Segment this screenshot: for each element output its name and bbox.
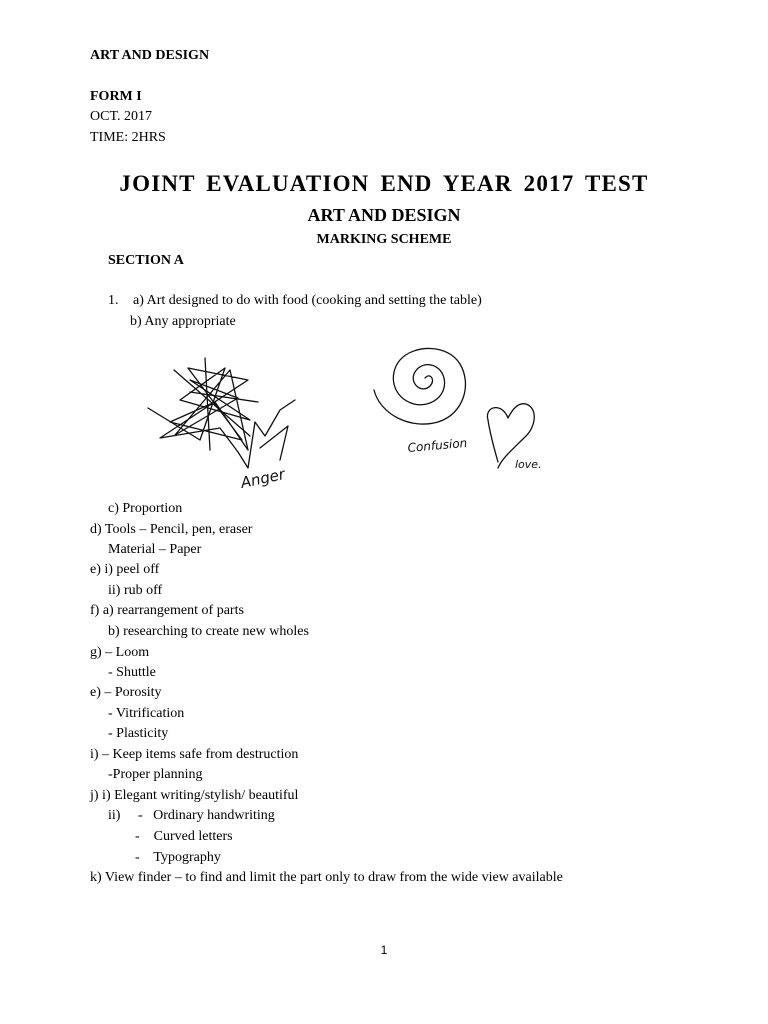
answer-plasticity: - Plasticity xyxy=(108,726,169,741)
question-number: 1. xyxy=(108,293,119,308)
subject-title: ART AND DESIGN xyxy=(307,205,461,225)
answer-j-i: j) i) Elegant writing/stylish/ beautiful xyxy=(90,788,299,803)
subject-header: ART AND DESIGN xyxy=(90,48,210,63)
love-label: love. xyxy=(515,458,542,471)
answer-d-material: Material – Paper xyxy=(108,542,202,557)
answer-vitrification: - Vitrification xyxy=(108,706,185,721)
answer-g-loom: g) – Loom xyxy=(90,645,150,660)
answer-j-ii: ii) - Ordinary handwriting xyxy=(108,808,275,823)
answer-e-i: e) i) peel off xyxy=(90,562,160,577)
answer-j-typography: - Typography xyxy=(135,850,221,865)
confusion-label: Confusion xyxy=(407,435,468,455)
answer-g-shuttle: - Shuttle xyxy=(108,665,156,680)
anger-label: Anger xyxy=(239,465,287,492)
anger-scribble xyxy=(148,368,295,468)
answer-i-safe: i) – Keep items safe from destruction xyxy=(90,747,299,762)
answer-c: c) Proportion xyxy=(108,501,183,516)
form-label: FORM I xyxy=(90,89,142,104)
answer-d-tools: d) Tools – Pencil, pen, eraser xyxy=(90,522,253,537)
answer-e-ii: ii) rub off xyxy=(108,583,163,598)
answer-k: k) View finder – to find and limit the part only to draw from the wide view available xyxy=(90,870,563,885)
answer-1b: b) Any appropriate xyxy=(130,314,236,329)
answer-porosity: e) – Porosity xyxy=(90,685,162,700)
answer-j-curved: - Curved letters xyxy=(135,829,233,844)
date-label: OCT. 2017 xyxy=(90,109,152,124)
answer-f-b: b) researching to create new wholes xyxy=(108,624,309,639)
answer-1a: a) Art designed to do with food (cooking and setting the table) xyxy=(133,293,482,308)
page-number: 1 xyxy=(380,943,388,957)
marking-scheme-title: MARKING SCHEME xyxy=(316,232,452,247)
sketch-figure xyxy=(130,340,550,498)
spiral-shape xyxy=(374,348,465,424)
answer-f-a: f) a) rearrangement of parts xyxy=(90,603,244,618)
time-label: TIME: 2HRS xyxy=(90,130,166,145)
section-heading: SECTION A xyxy=(108,253,184,268)
page-title: JOINT EVALUATION END YEAR 2017 TEST xyxy=(119,171,649,196)
answer-i-planning: -Proper planning xyxy=(108,767,203,782)
